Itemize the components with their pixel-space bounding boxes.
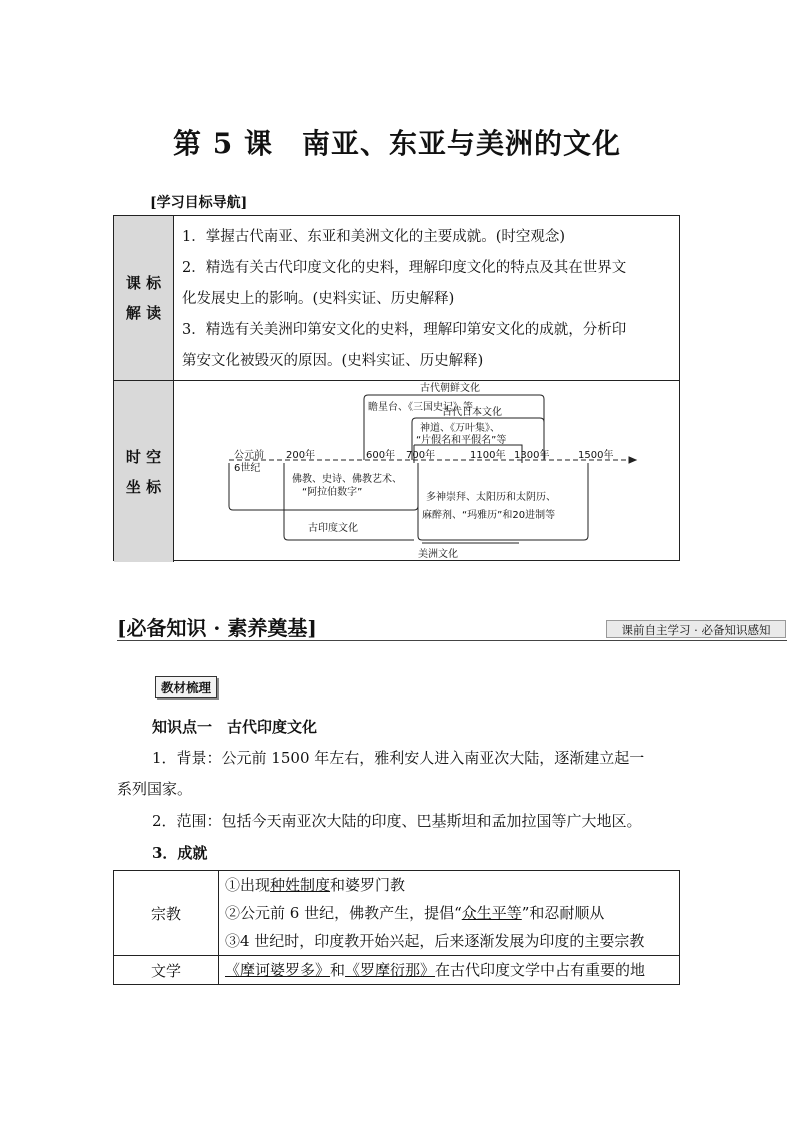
achievements-table xyxy=(113,870,680,985)
underlined-term: 《摩诃婆罗多》 xyxy=(225,961,331,979)
req-line: 1．掌握古代南亚、东亚和美洲文化的主要成就。(时空观念) xyxy=(182,229,566,245)
tick-label: 1100年 xyxy=(470,450,506,461)
req-line: 第安文化被毁灭的原因。(史料实证、历史解释) xyxy=(182,353,484,369)
japan-label: 古代日本文化 xyxy=(442,407,502,418)
tick-label: 600年 xyxy=(366,450,396,461)
text: 和婆罗门教 xyxy=(330,876,406,894)
underlined-term: 《罗摩衍那》 xyxy=(345,961,436,979)
america-item: 多神崇拜、太阳历和太阴历、 xyxy=(426,492,556,503)
req-line: 2．精选有关古代印度文化的史料，理解印度文化的特点及其在世界文 xyxy=(182,260,627,276)
tick-sublabel: 6世纪 xyxy=(234,463,261,474)
text: 在古代印度文学中占有重要的地 xyxy=(435,961,646,979)
curriculum-label-1: 课 标 xyxy=(125,274,162,292)
req-line: 3．精选有关美洲印第安文化的史料，理解印第安文化的成就，分析印 xyxy=(182,322,627,338)
literature-label: 文学 xyxy=(114,956,219,985)
knowledge-point-heading: 知识点一 古代印度文化 xyxy=(152,718,318,736)
literature-content xyxy=(219,956,680,985)
section-tag: 课前自主学习 · 必备知识感知 xyxy=(606,620,786,638)
section-title: [必备知识 · 素养奠基] xyxy=(117,616,317,640)
tick-label: 公元前 xyxy=(234,450,264,461)
underlined-term: 种姓制度 xyxy=(270,876,331,894)
table-row xyxy=(114,871,680,956)
text: 和 xyxy=(330,961,346,979)
korea-label: 古代朝鲜文化 xyxy=(420,383,480,394)
tick-label: 1500年 xyxy=(578,450,614,461)
text: ③4 世纪时，印度教开始兴起，后来逐渐发展为印度的主要宗教 xyxy=(225,932,645,950)
tick-label: 700年 xyxy=(406,450,436,461)
religion-content xyxy=(219,871,680,956)
goal-nav-label: [学习目标导航] xyxy=(150,195,248,211)
timeline-label-1: 时 空 xyxy=(125,447,162,466)
background-paragraph-cont: 系列国家。 xyxy=(117,780,193,798)
india-label: 古印度文化 xyxy=(308,523,358,534)
page-title: 第 5 课 南亚、东亚与美洲的文化 xyxy=(173,127,621,160)
text: ”和忍耐顺从 xyxy=(521,904,605,922)
religion-label: 宗教 xyxy=(114,871,219,956)
learning-goals-table xyxy=(113,215,680,561)
curriculum-label-2: 解 读 xyxy=(125,304,162,322)
underlined-term: 众生平等 xyxy=(461,904,522,922)
japan-item: 神道、《万叶集》、 xyxy=(420,423,500,434)
america-item: 麻醉剂、“玛雅历”和20进制等 xyxy=(422,510,556,521)
background-paragraph: 1．背景：公元前 1500 年左右，雅利安人进入南亚次大陆，逐渐建立起一 xyxy=(152,749,645,767)
japan-item: “片假名和平假名”等 xyxy=(416,435,507,446)
text: ②公元前 6 世纪，佛教产生，提倡“ xyxy=(225,904,462,922)
scope-paragraph: 2．范围：包括今天南亚次大陆的印度、巴基斯坦和孟加拉国等广大地区。 xyxy=(152,812,642,830)
india-item: “阿拉伯数字” xyxy=(302,487,363,498)
textbook-review-tag: 教材梳理 xyxy=(155,676,217,698)
tick-label: 200年 xyxy=(286,450,316,461)
curriculum-row-header xyxy=(114,216,174,380)
timeline-row-header xyxy=(114,380,174,562)
curriculum-requirements xyxy=(182,222,674,377)
text: ①出现 xyxy=(225,876,271,894)
america-label: 美洲文化 xyxy=(418,549,458,560)
korea-items: 瞻星台、《三国史记》等 xyxy=(368,402,473,413)
india-item: 佛教、史诗、佛教艺术、 xyxy=(292,474,402,485)
req-line: 化发展史上的影响。(史料实证、历史解释) xyxy=(182,291,455,307)
section-divider xyxy=(117,640,787,641)
timeline-label-2: 坐 标 xyxy=(125,477,162,496)
timeline-diagram xyxy=(174,381,679,561)
achievements-heading: 3．成就 xyxy=(152,844,208,862)
tick-label: 1300年 xyxy=(514,450,550,461)
table-row xyxy=(114,956,680,985)
